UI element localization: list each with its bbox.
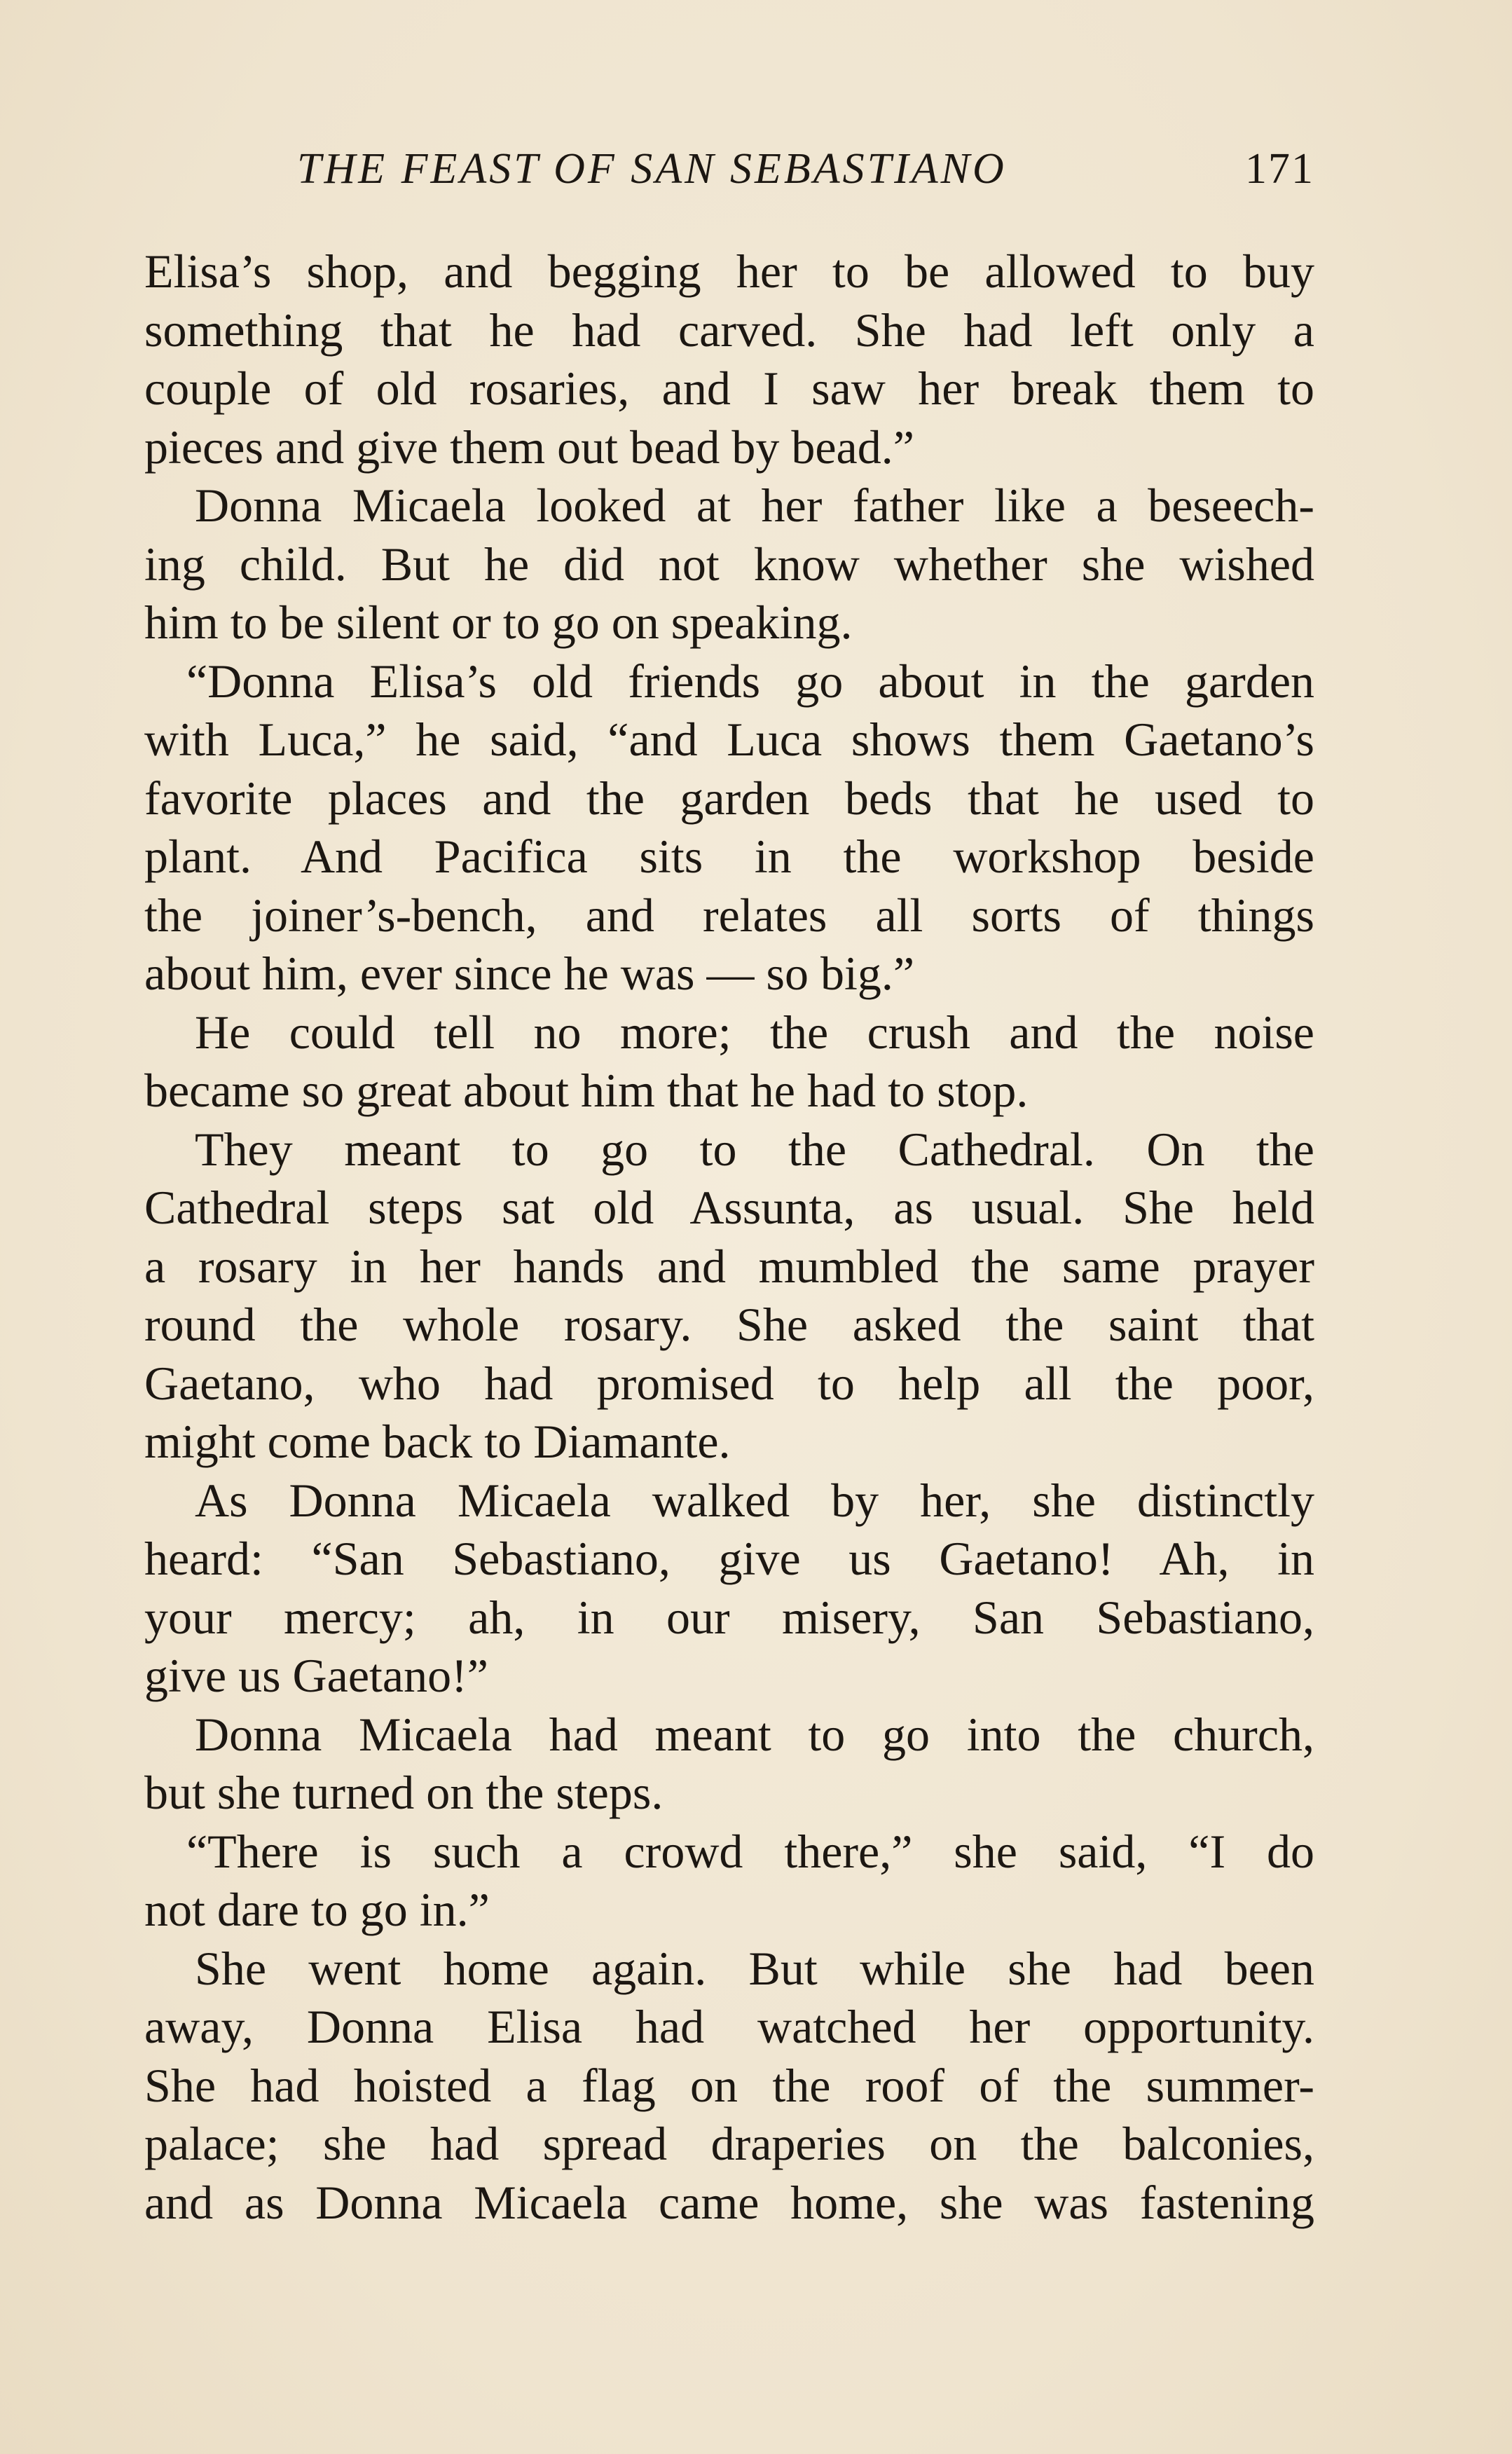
- running-head: [144, 137, 1314, 200]
- text-line: couple of old rosaries, and I saw her break them to: [144, 362, 1314, 415]
- text-line: away, Donna Elisa had watched her opportunity.: [144, 2000, 1314, 2053]
- text-line: They meant to go to the Cathedral. On the: [195, 1122, 1314, 1176]
- text-line: round the whole rosary. She asked the saint that: [144, 1298, 1314, 1351]
- text-line: give us Gaetano!”: [144, 1649, 488, 1702]
- text-line: Donna Micaela looked at her father like a beseech-: [195, 479, 1314, 532]
- page-number: 171: [1245, 145, 1314, 193]
- text-line: him to be silent or to go on speaking.: [144, 596, 853, 649]
- text-line: your mercy; ah, in our misery, San Sebastiano,: [144, 1590, 1314, 1644]
- text-line: Elisa’s shop, and begging her to be allowed to buy: [144, 245, 1314, 298]
- text-line: He could tell no more; the crush and the noise: [195, 1005, 1314, 1059]
- text-line: ing child. But he did not know whether she wished: [144, 537, 1314, 591]
- text-line: not dare to go in.”: [144, 1883, 490, 1936]
- text-line: something that he had carved. She had left only a: [144, 303, 1314, 357]
- text-line: heard: “San Sebastiano, give us Gaetano! Ah, in: [144, 1532, 1314, 1585]
- text-line: but she turned on the steps.: [144, 1766, 664, 1819]
- text-line: about him, ever since he was — so big.”: [144, 947, 915, 1000]
- text-line: the joiner’s-bench, and relates all sorts of things: [144, 888, 1314, 942]
- text-line: a rosary in her hands and mumbled the same prayer: [144, 1239, 1314, 1293]
- text-line: Gaetano, who had promised to help all the poor,: [144, 1356, 1314, 1410]
- text-line: As Donna Micaela walked by her, she distinctly: [195, 1473, 1314, 1527]
- text-line: and as Donna Micaela came home, she was fastening: [144, 2175, 1314, 2229]
- text-line: might come back to Diamante.: [144, 1415, 731, 1468]
- text-line: plant. And Pacifica sits in the workshop beside: [144, 830, 1314, 883]
- text-line: Cathedral steps sat old Assunta, as usual. She held: [144, 1181, 1314, 1234]
- text-line: Donna Micaela had meant to go into the church,: [195, 1707, 1314, 1761]
- text-line: pieces and give them out bead by bead.”: [144, 420, 914, 474]
- text-line: with Luca,” he said, “and Luca shows them Gaetano’s: [144, 713, 1314, 766]
- text-line: She went home again. But while she had been: [195, 1941, 1314, 1995]
- body-text: [144, 242, 1314, 2232]
- text-line: She had hoisted a flag on the roof of the summer-: [144, 2058, 1314, 2112]
- text-line: favorite places and the garden beds that he used to: [144, 771, 1314, 825]
- running-title: THE FEAST OF SAN SEBASTIANO: [297, 145, 1007, 193]
- text-line: “Donna Elisa’s old friends go about in the garden: [186, 654, 1314, 708]
- text-line: palace; she had spread draperies on the balconies,: [144, 2117, 1314, 2170]
- text-line: “There is such a crowd there,” she said, “I do: [186, 1824, 1314, 1878]
- text-line: became so great about him that he had to stop.: [144, 1064, 1029, 1117]
